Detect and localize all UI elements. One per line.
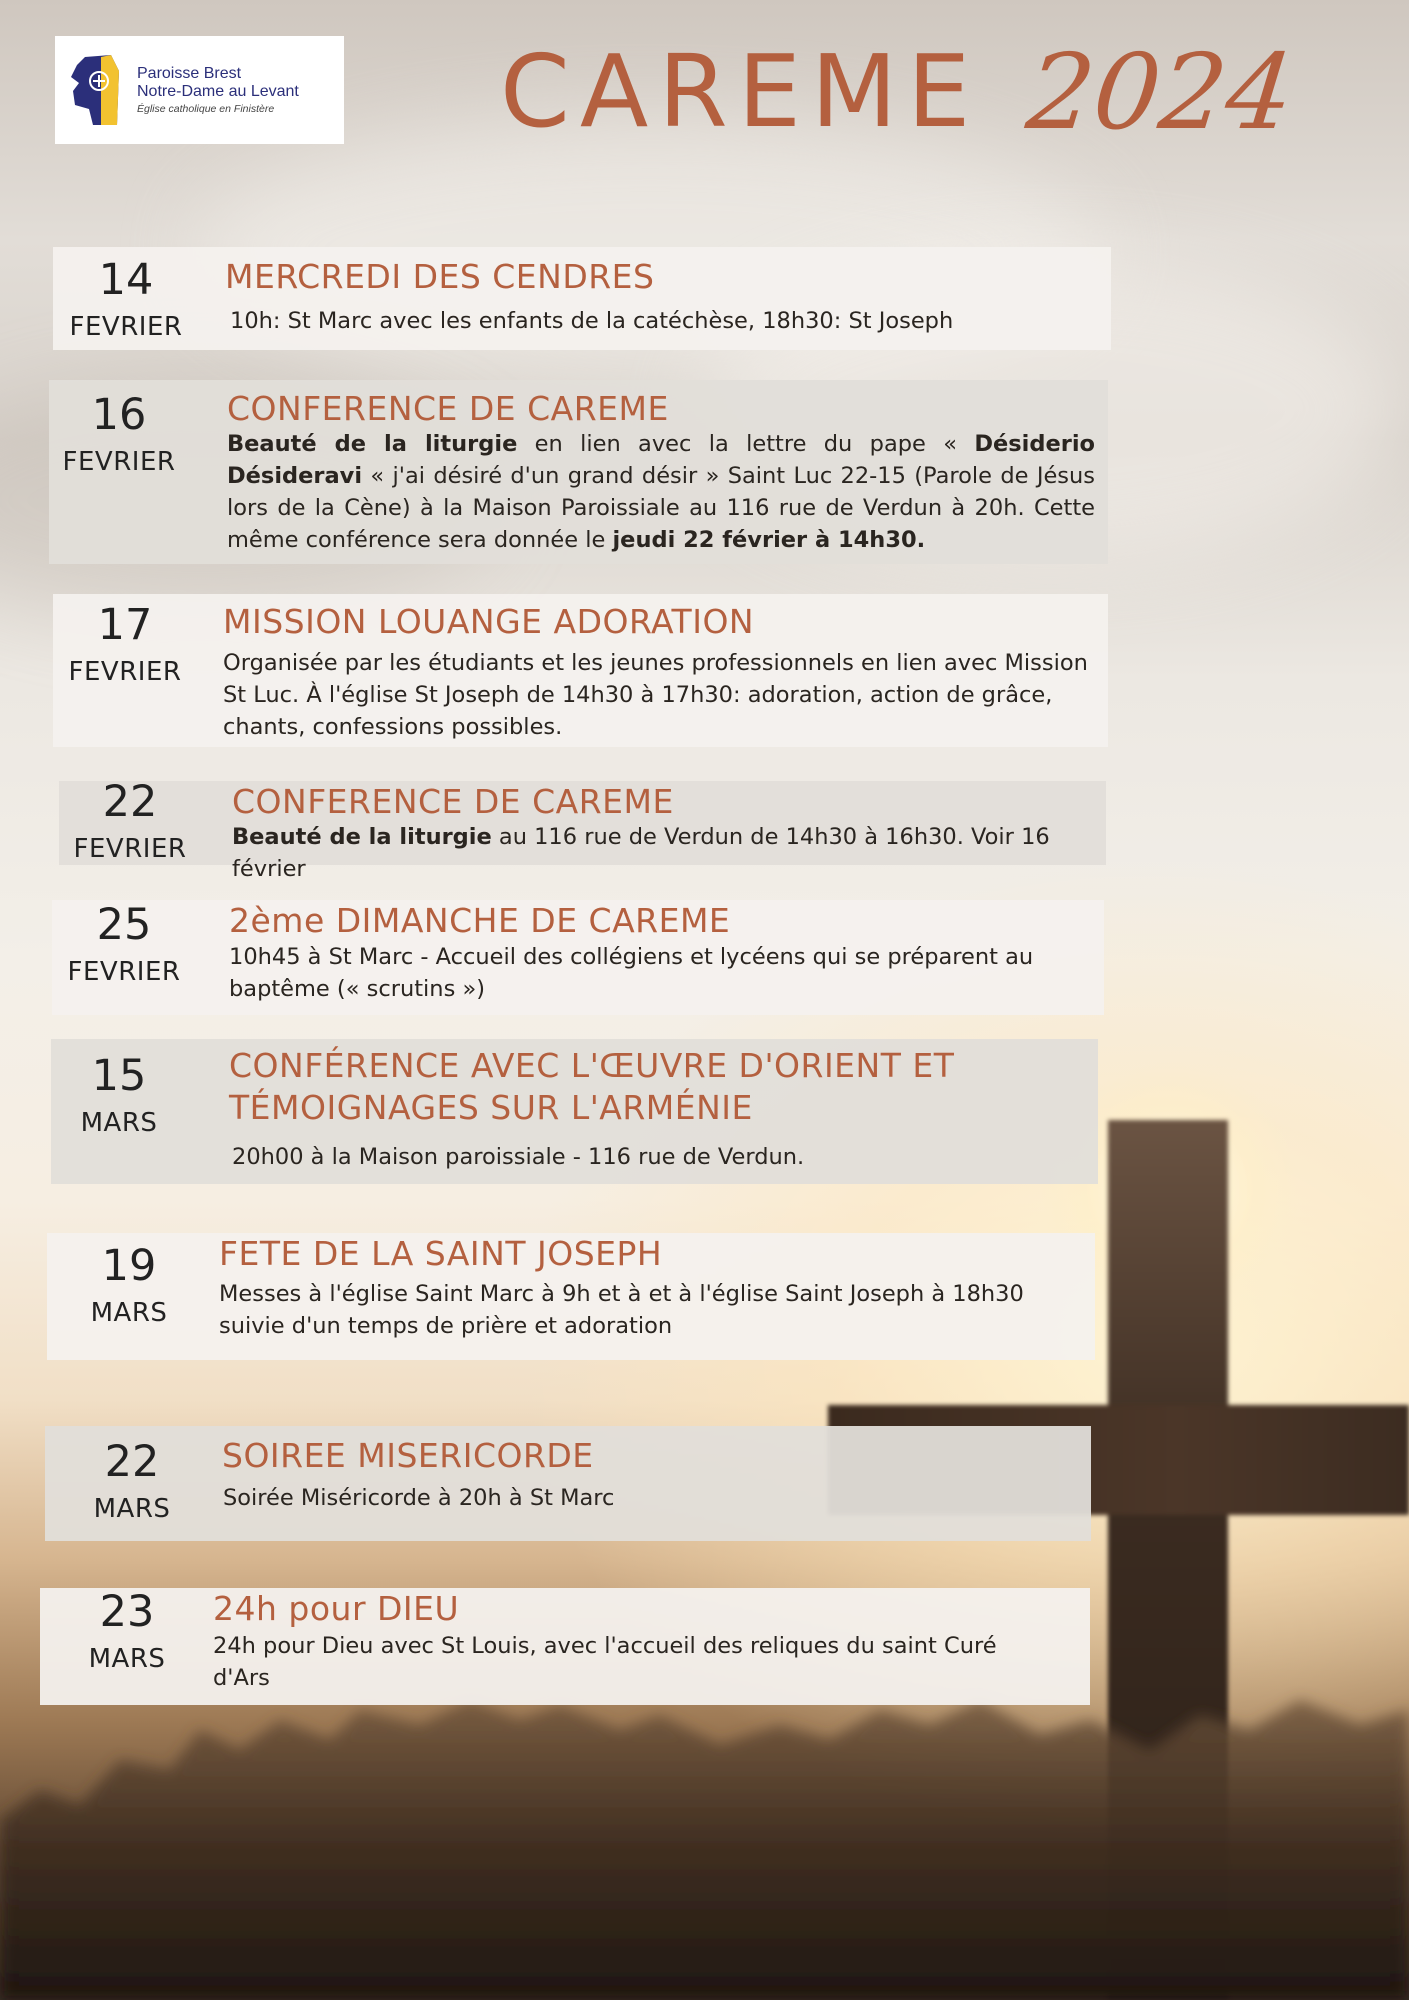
- event-date: [62, 1437, 202, 1524]
- event-day: 16: [91, 390, 147, 440]
- event-description-text: Organisée par les étudiants et les jeunes professionnels en lien avec Mission St Luc. À l'église St Joseph de 14h30 à 17h30: adoration, action de grâce, chants, confessions possibles.: [223, 650, 1088, 740]
- page-year: 2024: [1021, 31, 1300, 153]
- event-description: [219, 1278, 1059, 1342]
- event-description-emphasis: Désiderio Désideravi: [227, 431, 1095, 489]
- event-card: [45, 1426, 1091, 1541]
- event-date: [55, 600, 195, 687]
- event-description-text: au 116 rue de Verdun de 14h30 à 16h30. Voir 16 février: [232, 824, 1050, 882]
- event-description-text: 20h00 à la Maison paroissiale - 116 rue de Verdun.: [232, 1144, 805, 1170]
- event-month: MARS: [88, 1644, 166, 1674]
- event-month: MARS: [90, 1298, 168, 1328]
- event-description: [230, 305, 1090, 337]
- event-title: SOIREE MISERICORDE: [222, 1436, 594, 1475]
- event-day: 14: [98, 255, 154, 305]
- event-description: [232, 821, 1106, 885]
- event-description: [213, 1630, 1043, 1694]
- event-title: CONFERENCE DE CAREME: [227, 389, 669, 428]
- event-date: [54, 900, 194, 987]
- event-card: [49, 380, 1108, 564]
- event-description: [232, 1141, 1072, 1173]
- event-month: FEVRIER: [62, 447, 176, 477]
- event-description-emphasis: Beauté de la liturgie: [232, 824, 492, 850]
- event-card: [53, 594, 1108, 747]
- logo-parish-name: Paroisse Brest: [137, 64, 242, 82]
- event-date: [49, 1051, 189, 1138]
- page-title: CAREME: [500, 33, 981, 150]
- event-title: FETE DE LA SAINT JOSEPH: [219, 1234, 663, 1273]
- event-day: 22: [102, 777, 158, 827]
- event-title: 2ème DIMANCHE DE CAREME: [229, 901, 731, 940]
- event-title: CONFERENCE DE CAREME: [232, 782, 674, 821]
- event-month: FEVRIER: [68, 657, 182, 687]
- event-day: 15: [91, 1051, 147, 1101]
- event-date: [57, 1587, 197, 1674]
- event-description: [223, 1482, 1063, 1514]
- city-skyline: [0, 1670, 1409, 2000]
- event-day: 22: [104, 1437, 160, 1487]
- event-card: [53, 247, 1111, 350]
- event-title: 24h pour DIEU: [213, 1589, 460, 1628]
- event-month: MARS: [80, 1108, 158, 1138]
- event-month: FEVRIER: [69, 312, 183, 342]
- event-description-emphasis: jeudi 22 février à 14h30.: [612, 527, 926, 553]
- event-description-text: 24h pour Dieu avec St Louis, avec l'accueil des reliques du saint Curé d'Ars: [213, 1633, 997, 1691]
- event-title: MISSION LOUANGE ADORATION: [223, 602, 755, 641]
- event-month: FEVRIER: [67, 957, 181, 987]
- event-month: MARS: [93, 1494, 171, 1524]
- event-description-emphasis: Beauté de la liturgie: [227, 431, 518, 457]
- event-day: 17: [97, 600, 153, 650]
- event-date: [60, 777, 200, 864]
- parish-logo-icon: [67, 51, 127, 129]
- event-description: [229, 941, 1039, 1005]
- logo-parish-subtitle: Notre-Dame au Levant: [137, 82, 299, 100]
- event-card: [47, 1233, 1095, 1360]
- event-description-text: 10h45 à St Marc - Accueil des collégiens et lycéens qui se préparent au baptême (« scrutins »): [229, 944, 1034, 1002]
- event-card: [51, 1039, 1098, 1184]
- parish-logo: [55, 36, 344, 144]
- event-day: 19: [101, 1241, 157, 1291]
- event-title: MERCREDI DES CENDRES: [225, 257, 655, 296]
- event-day: 25: [96, 900, 152, 950]
- logo-diocese: Église catholique en Finistère: [137, 103, 275, 116]
- event-title: CONFÉRENCE AVEC L'ŒUVRE D'ORIENT ET TÉMOIGNAGES SUR L'ARMÉNIE: [229, 1046, 955, 1128]
- event-date: [49, 390, 189, 477]
- event-date: [56, 255, 196, 342]
- event-description-text: en lien avec la lettre du pape «: [517, 431, 975, 457]
- event-card: [52, 900, 1104, 1015]
- event-date: [59, 1241, 199, 1328]
- event-description-text: 10h: St Marc avec les enfants de la catéchèse, 18h30: St Joseph: [230, 308, 954, 334]
- event-description-text: « j'ai désiré d'un grand désir » Saint Luc 22-15 (Parole de Jésus lors de la Cène) à la Maison Paroissiale au 116 rue de Verdun à 20h. Cette même conférence sera donnée le: [227, 463, 1095, 553]
- event-card: [40, 1588, 1090, 1705]
- event-description: [223, 647, 1103, 743]
- event-day: 23: [99, 1587, 155, 1637]
- event-card: [59, 777, 1106, 882]
- event-description-text: Soirée Miséricorde à 20h à St Marc: [223, 1485, 615, 1511]
- event-description: [227, 428, 1095, 556]
- event-description-text: Messes à l'église Saint Marc à 9h et à et à l'église Saint Joseph à 18h30 suivie d'un temps de prière et adoration: [219, 1281, 1024, 1339]
- event-month: FEVRIER: [73, 834, 187, 864]
